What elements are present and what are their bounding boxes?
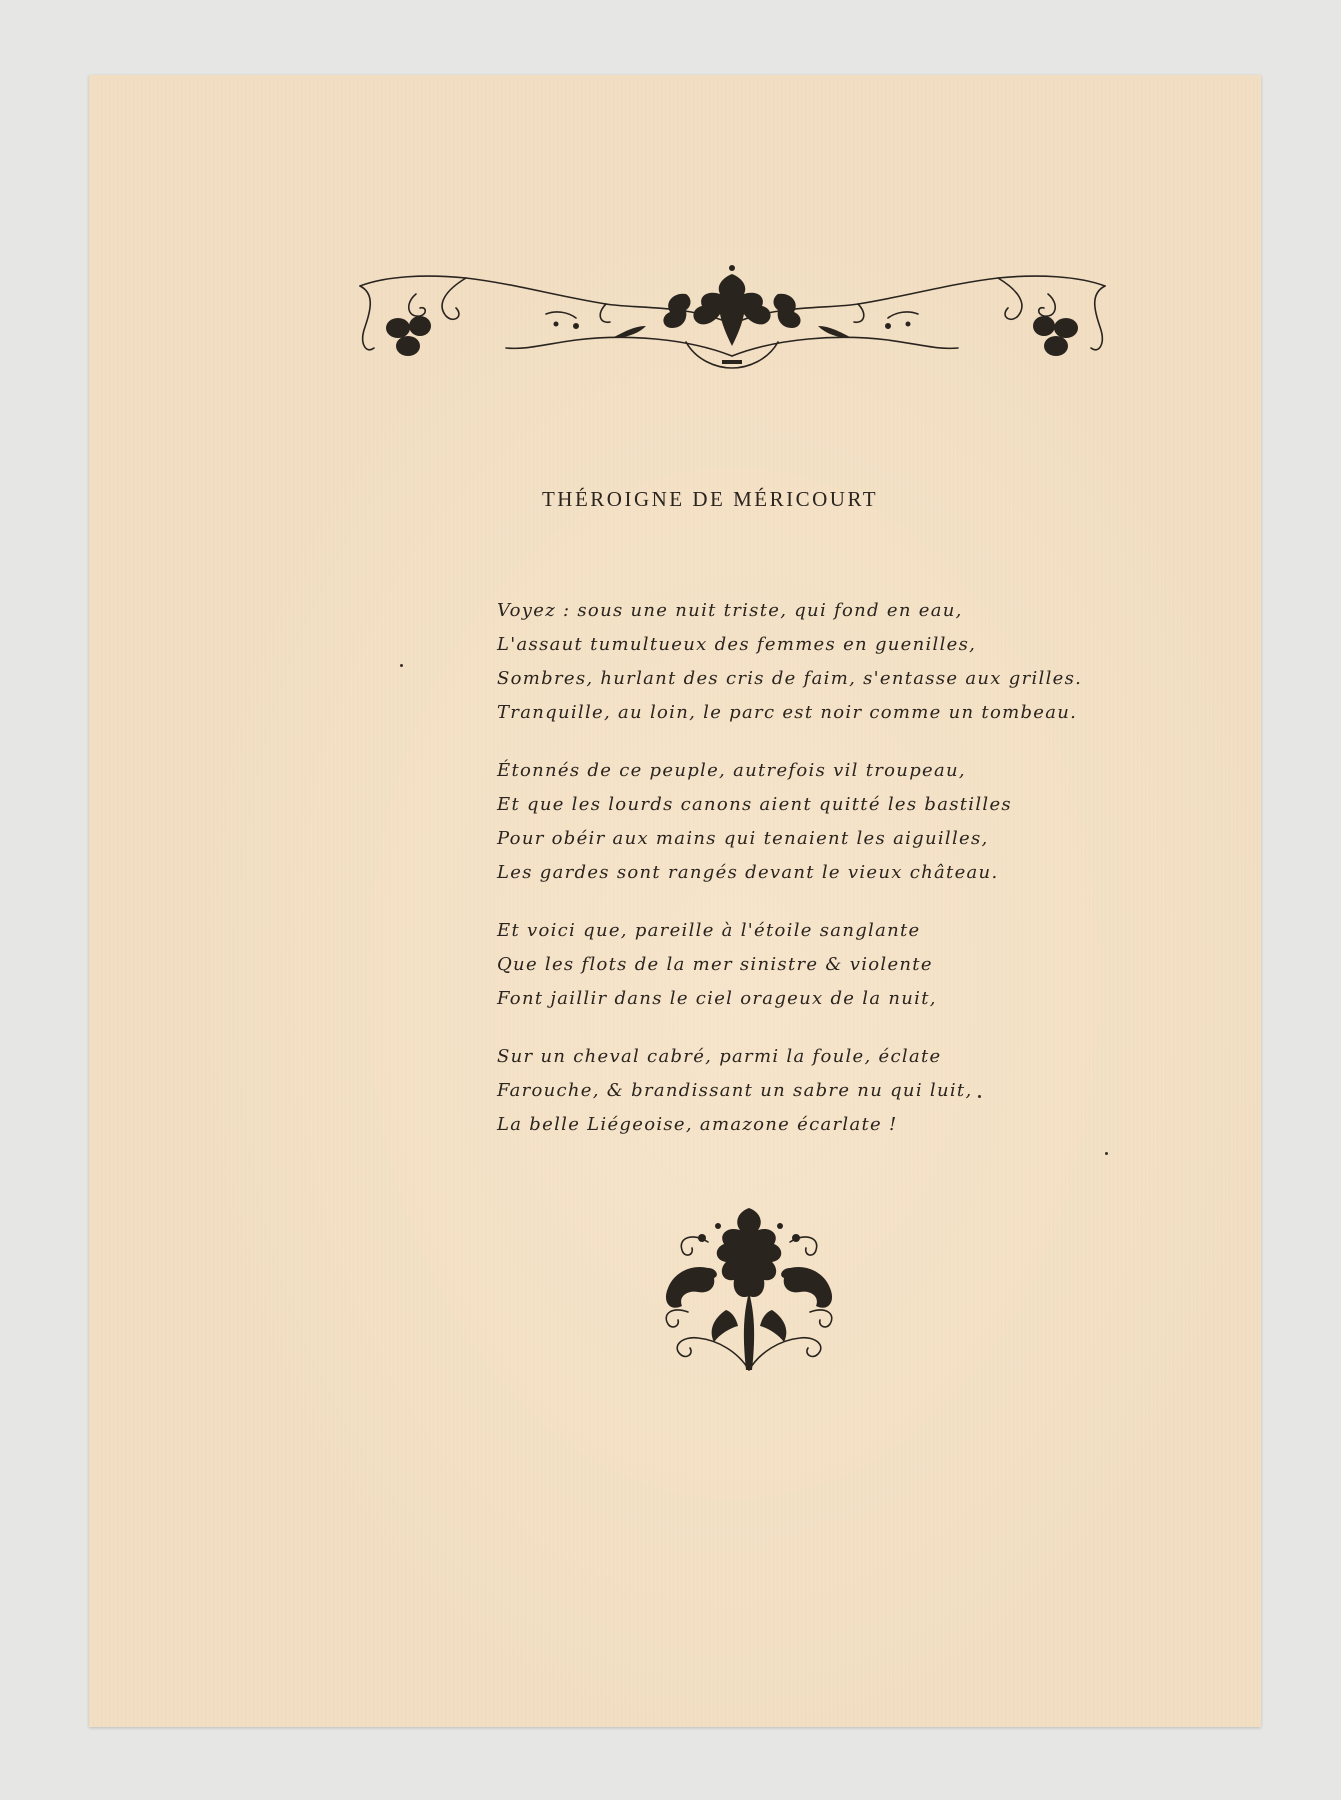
poem-line: Farouche, & brandissant un sabre nu qui luit, — [497, 1080, 973, 1101]
stanza-2 — [497, 754, 1057, 890]
ink-speck — [1105, 1152, 1108, 1155]
poem-line: Et que les lourds canons aient quitté les bastilles — [497, 794, 1012, 815]
stanza-4 — [497, 1040, 1057, 1142]
poem-line: Pour obéir aux mains qui tenaient les aiguilles, — [497, 828, 989, 849]
poem-line: Voyez : sous une nuit triste, qui fond en eau, — [497, 600, 963, 621]
poem-line: La belle Liégeoise, amazone écarlate ! — [497, 1114, 898, 1135]
poem-line: Et voici que, pareille à l'étoile sanglante — [497, 920, 921, 941]
ink-speck — [978, 1095, 981, 1098]
floral-headpiece-ornament — [356, 264, 1109, 386]
poem-line: Tranquille, au loin, le parc est noir comme un tombeau. — [497, 702, 1078, 723]
poem-title: THÉROIGNE DE MÉRICOURT — [541, 487, 879, 511]
stanza-1 — [497, 594, 1083, 730]
floral-tailpiece-ornament — [648, 1202, 850, 1374]
poem-line: L'assaut tumultueux des femmes en guenilles, — [497, 634, 977, 655]
poem-line: Font jaillir dans le ciel orageux de la nuit, — [497, 988, 937, 1009]
poem-line: Sur un cheval cabré, parmi la foule, éclate — [497, 1046, 942, 1067]
ink-speck — [400, 664, 403, 667]
poem-line: Les gardes sont rangés devant le vieux château. — [497, 862, 999, 883]
poem-body — [497, 594, 1083, 1166]
poem-line: Sombres, hurlant des cris de faim, s'entasse aux grilles. — [497, 668, 1083, 689]
poem-line: Étonnés de ce peuple, autrefois vil troupeau, — [497, 760, 966, 781]
stanza-3 — [497, 914, 1057, 1016]
poem-line: Que les flots de la mer sinistre & violente — [497, 954, 933, 975]
